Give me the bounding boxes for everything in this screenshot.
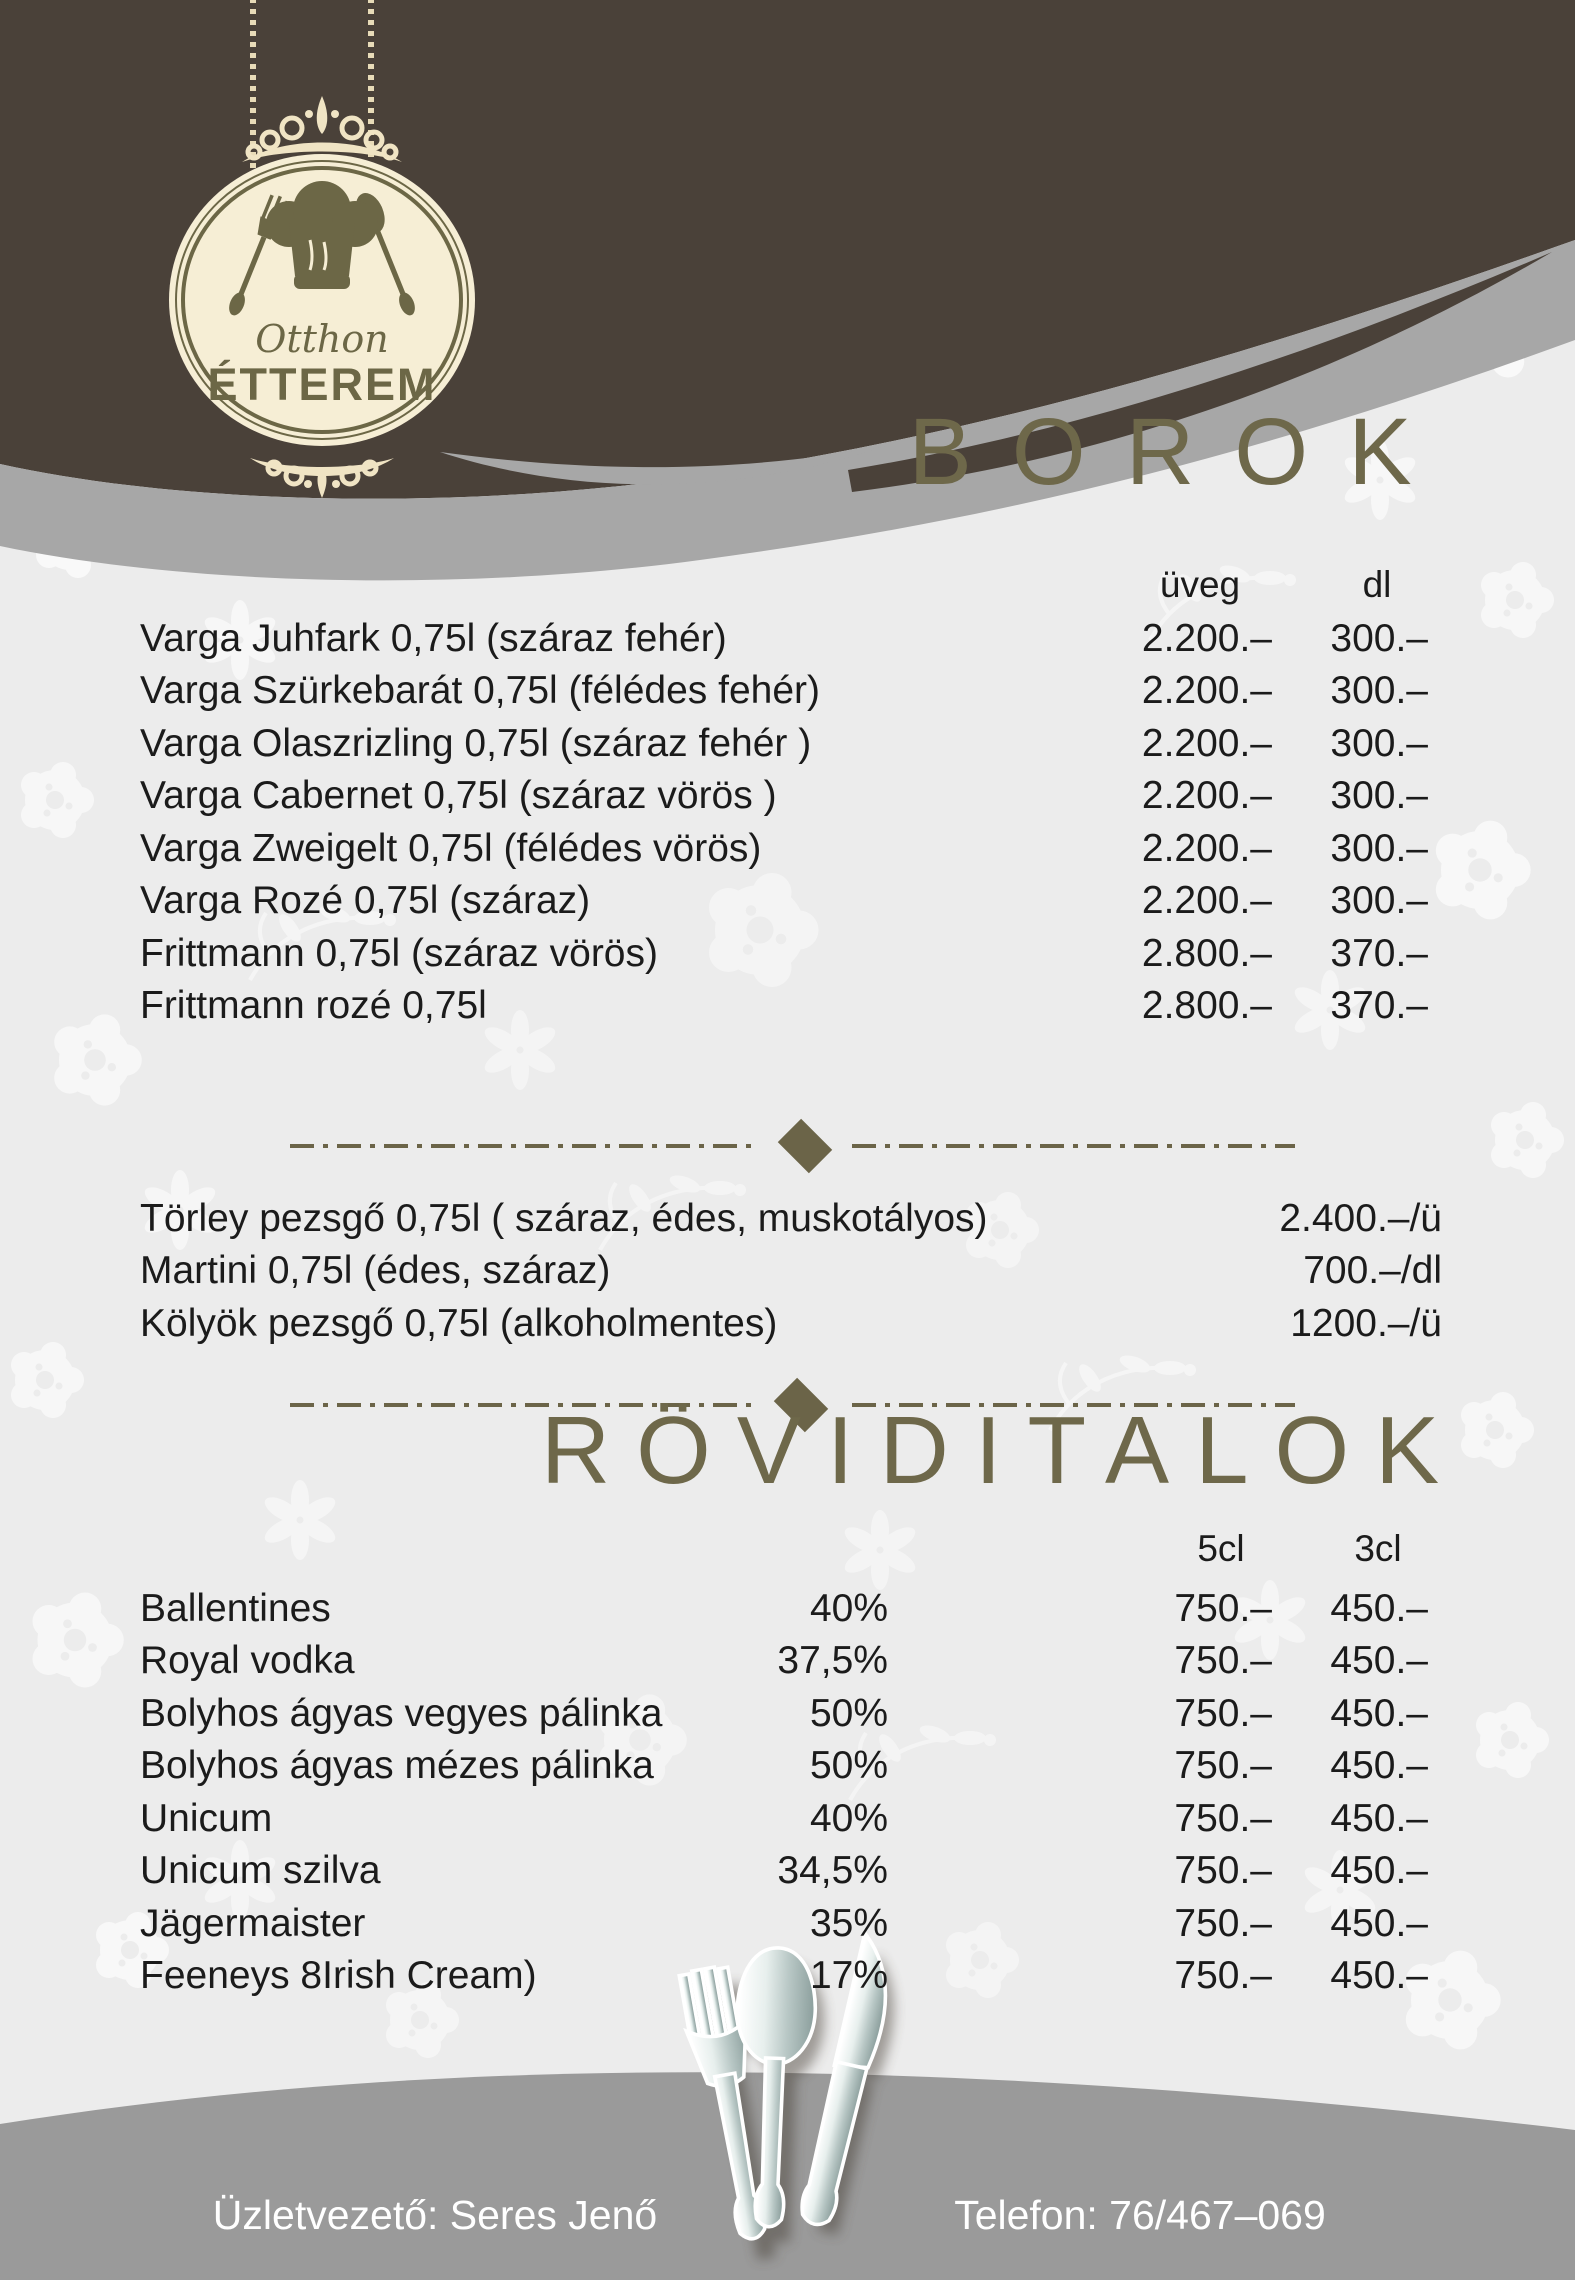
- item-price-uveg: 2.200.–: [1141, 879, 1272, 922]
- table-row: [140, 721, 1428, 767]
- item-price-3cl: 450.–: [1330, 1692, 1428, 1735]
- spirits-col-header-3cl: 3cl: [1354, 1528, 1402, 1569]
- item-price-dl: 370.–: [1330, 984, 1428, 1027]
- item-name: Frittmann rozé 0,75l: [140, 984, 487, 1027]
- item-price-3cl: 450.–: [1330, 1954, 1428, 1997]
- item-price-dl: 300.–: [1330, 827, 1428, 870]
- item-abv: 50%: [809, 1744, 888, 1787]
- item-price-5cl: 750.–: [1174, 1902, 1272, 1945]
- spirits-col-header-5cl: 5cl: [1197, 1528, 1245, 1569]
- item-price-3cl: 450.–: [1330, 1849, 1428, 1892]
- table-row: [140, 1638, 1428, 1684]
- item-name: Varga Juhfark 0,75l (száraz fehér): [140, 617, 727, 660]
- table-row: [140, 773, 1428, 819]
- table-row: [140, 1796, 1428, 1842]
- wines-col-header-dl: dl: [1362, 564, 1392, 605]
- item-abv: 34,5%: [777, 1849, 888, 1892]
- item-price-dl: 300.–: [1330, 669, 1428, 712]
- item-name: Kölyök pezsgő 0,75l (alkoholmentes): [140, 1302, 778, 1345]
- table-row: [140, 1248, 1442, 1294]
- item-price-5cl: 750.–: [1174, 1639, 1272, 1682]
- item-price-dl: 300.–: [1330, 617, 1428, 660]
- item-price-dl: 300.–: [1330, 722, 1428, 765]
- item-abv: 50%: [809, 1692, 888, 1735]
- table-row: [140, 1848, 1428, 1894]
- item-name: Varga Olaszrizling 0,75l (száraz fehér ): [140, 722, 812, 765]
- item-price-5cl: 750.–: [1174, 1692, 1272, 1735]
- wines-section-title: BOROK: [908, 399, 1452, 505]
- item-abv: 40%: [809, 1797, 888, 1840]
- item-price-dl: 300.–: [1330, 879, 1428, 922]
- item-name: Varga Zweigelt 0,75l (félédes vörös): [140, 827, 762, 870]
- table-row: [140, 1196, 1442, 1242]
- item-price-uveg: 2.200.–: [1141, 722, 1272, 765]
- item-name: Varga Cabernet 0,75l (száraz vörös ): [140, 774, 777, 817]
- item-price-3cl: 450.–: [1330, 1902, 1428, 1945]
- item-price-5cl: 750.–: [1174, 1849, 1272, 1892]
- item-name: Jägermaister: [140, 1902, 366, 1945]
- item-name: Feeneys 8Irish Cream): [140, 1954, 537, 1997]
- item-abv: 35%: [809, 1902, 888, 1945]
- item-price-uveg: 2.200.–: [1141, 827, 1272, 870]
- item-price-uveg: 2.200.–: [1141, 617, 1272, 660]
- table-row: [140, 1953, 1428, 1999]
- table-row: [140, 878, 1428, 924]
- item-name: Unicum szilva: [140, 1849, 381, 1892]
- logo-script-name: Otthon: [255, 317, 389, 361]
- item-name: Varga Szürkebarát 0,75l (félédes fehér): [140, 669, 820, 712]
- item-name: Martini 0,75l (édes, száraz): [140, 1249, 611, 1292]
- item-price-uveg: 2.200.–: [1141, 774, 1272, 817]
- item-name: Törley pezsgő 0,75l ( száraz, édes, muskotályos): [140, 1197, 988, 1240]
- wines-col-header-uveg: üveg: [1159, 564, 1241, 605]
- item-name: Varga Rozé 0,75l (száraz): [140, 879, 591, 922]
- table-row: [140, 826, 1428, 872]
- item-price-uveg: 2.800.–: [1141, 932, 1272, 975]
- item-price-3cl: 450.–: [1330, 1639, 1428, 1682]
- item-name: Bolyhos ágyas mézes pálinka: [140, 1744, 654, 1787]
- table-row: [140, 1691, 1428, 1737]
- table-row: [140, 983, 1428, 1029]
- table-row: [140, 1586, 1428, 1632]
- table-row: [140, 1901, 1428, 1947]
- table-row: [140, 931, 1428, 977]
- item-name: Ballentines: [140, 1587, 331, 1630]
- item-price: 700.–/dl: [1303, 1249, 1442, 1292]
- item-price-uveg: 2.200.–: [1141, 669, 1272, 712]
- table-row: [140, 1301, 1442, 1347]
- item-price: 1200.–/ü: [1290, 1302, 1442, 1345]
- item-price-5cl: 750.–: [1174, 1954, 1272, 1997]
- item-name: Unicum: [140, 1797, 273, 1840]
- item-price-dl: 300.–: [1330, 774, 1428, 817]
- item-name: Bolyhos ágyas vegyes pálinka: [140, 1692, 663, 1735]
- item-price-dl: 370.–: [1330, 932, 1428, 975]
- spirits-section-title: RÖVIDITALOK: [540, 1397, 1466, 1504]
- item-price-5cl: 750.–: [1174, 1744, 1272, 1787]
- phone-label: Telefon: 76/467–069: [954, 2192, 1326, 2238]
- item-price-5cl: 750.–: [1174, 1587, 1272, 1630]
- item-price-3cl: 450.–: [1330, 1744, 1428, 1787]
- table-row: [140, 616, 1428, 662]
- item-price-5cl: 750.–: [1174, 1797, 1272, 1840]
- item-price: 2.400.–/ü: [1279, 1197, 1442, 1240]
- item-name: Royal vodka: [140, 1639, 355, 1682]
- item-abv: 37,5%: [777, 1639, 888, 1682]
- item-abv: 40%: [809, 1587, 888, 1630]
- item-price-3cl: 450.–: [1330, 1587, 1428, 1630]
- manager-label: Üzletvezető: Seres Jenő: [212, 2192, 658, 2238]
- table-row: [140, 1743, 1428, 1789]
- table-row: [140, 668, 1428, 714]
- item-price-uveg: 2.800.–: [1141, 984, 1272, 1027]
- item-price-3cl: 450.–: [1330, 1797, 1428, 1840]
- item-name: Frittmann 0,75l (száraz vörös): [140, 932, 658, 975]
- logo-name: ÉTTEREM: [207, 359, 437, 410]
- item-abv: 17%: [809, 1954, 888, 1997]
